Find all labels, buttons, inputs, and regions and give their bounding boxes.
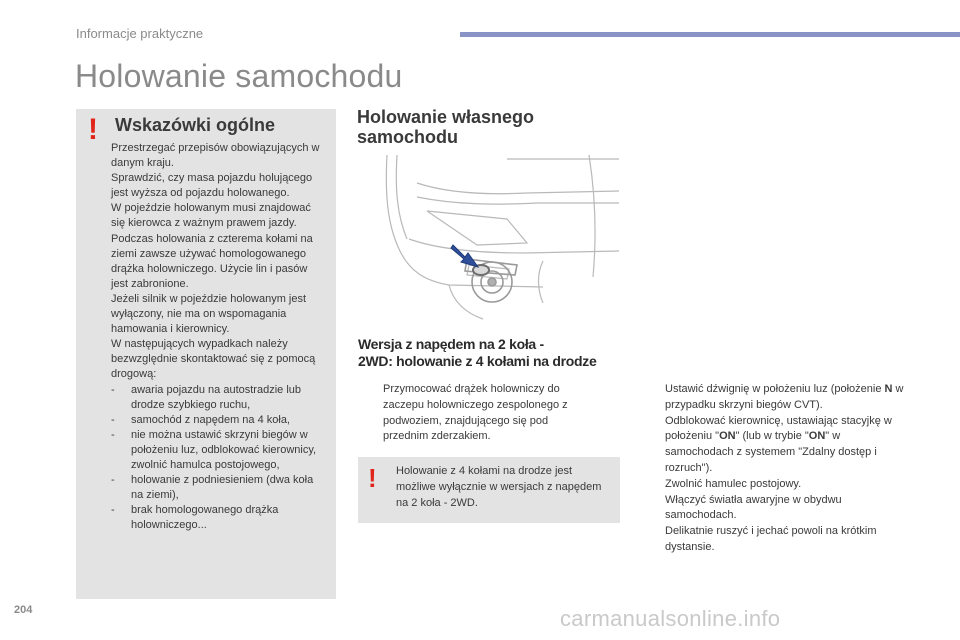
header-rule: [460, 32, 960, 37]
note-text: Holowanie z 4 kołami na drodze jest możliwe wyłącznie w wersjach z napędem na 2 koła - 2WD.: [396, 465, 602, 509]
list-item: - samochód z napędem na 4 koła,: [111, 413, 290, 426]
general-body: [111, 141, 325, 533]
towing-heading: Holowanie własnego samochodu: [357, 107, 535, 147]
list-item: Delikatnie ruszyć i jechać powoli na krótkim dystansie.: [665, 525, 877, 553]
section-header: Informacje praktyczne: [76, 26, 204, 41]
version-heading: Wersja z napędem na 2 koła - 2WD: holowanie z 4 kołami na drodze: [358, 336, 597, 369]
warning-icon: !: [88, 113, 98, 146]
list-item: Przymocować drążek holowniczy do zaczepu holowniczego zespolonego z podwoziem, znajdującego się pod przednim zderzakiem.: [383, 383, 568, 443]
list-item: - awaria pojazdu na autostradzie lub drodze szybkiego ruchu,: [111, 383, 302, 411]
warning-icon: !: [368, 463, 377, 493]
tow-eye-location-icon: [357, 153, 619, 321]
general-guidance-panel: [76, 109, 336, 599]
general-heading: Wskazówki ogólne: [115, 115, 276, 135]
list-item: Ustawić dźwignię w położeniu luz (położenie N w przypadku skrzyni biegów CVT).: [665, 383, 904, 411]
mid-steps-list: [359, 382, 589, 445]
watermark: carmanualsonline.info: [560, 606, 781, 631]
list-item: - holowanie z podniesieniem (dwa koła na ziemi),: [111, 474, 314, 502]
page-number: 204: [14, 604, 33, 616]
assistance-cases-list: [111, 383, 325, 534]
right-steps-list: [641, 382, 911, 556]
list-item: - brak homologowanego drążka holowniczego...: [111, 504, 279, 532]
general-paragraph: W następujących wypadkach należy bezwzględnie skontaktować się z pomocą drogową:: [111, 338, 316, 381]
list-item: Włączyć światła awaryjne w obydwu samochodach.: [665, 493, 842, 522]
general-paragraph: Jeżeli silnik w pojeździe holowanym jest wyłączony, nie ma on wspomagania hamowania i kierownicy.: [111, 292, 307, 336]
list-item: Zwolnić hamulec postojowy.: [665, 477, 802, 490]
general-paragraph: Sprawdzić, czy masa pojazdu holującego jest wyższa od pojazdu holowanego.: [111, 172, 313, 200]
general-paragraph: Podczas holowania z czterema kołami na ziemi zawsze używać homologowanego drążka holowniczego. Użycie lin i pasów jest zabronione.: [111, 232, 313, 290]
general-paragraph: Przestrzegać przepisów obowiązujących w danym kraju.: [111, 142, 320, 170]
list-item: Odblokować kierownicę, ustawiając stacyjkę w położeniu "ON" (lub w trybie "ON" w samochodach z systemem "Zdalny dostęp i rozruch").: [665, 414, 892, 474]
list-item: - nie można ustawić skrzyni biegów w położeniu luz, odblokować kierownicy, zwolnić hamulca postojowego,: [111, 428, 317, 471]
note-box: [358, 457, 620, 523]
general-paragraph: W pojeździe holowanym musi znajdować się kierowca z ważnym prawem jazdy.: [111, 202, 311, 230]
page-title: Holowanie samochodu: [75, 58, 403, 94]
